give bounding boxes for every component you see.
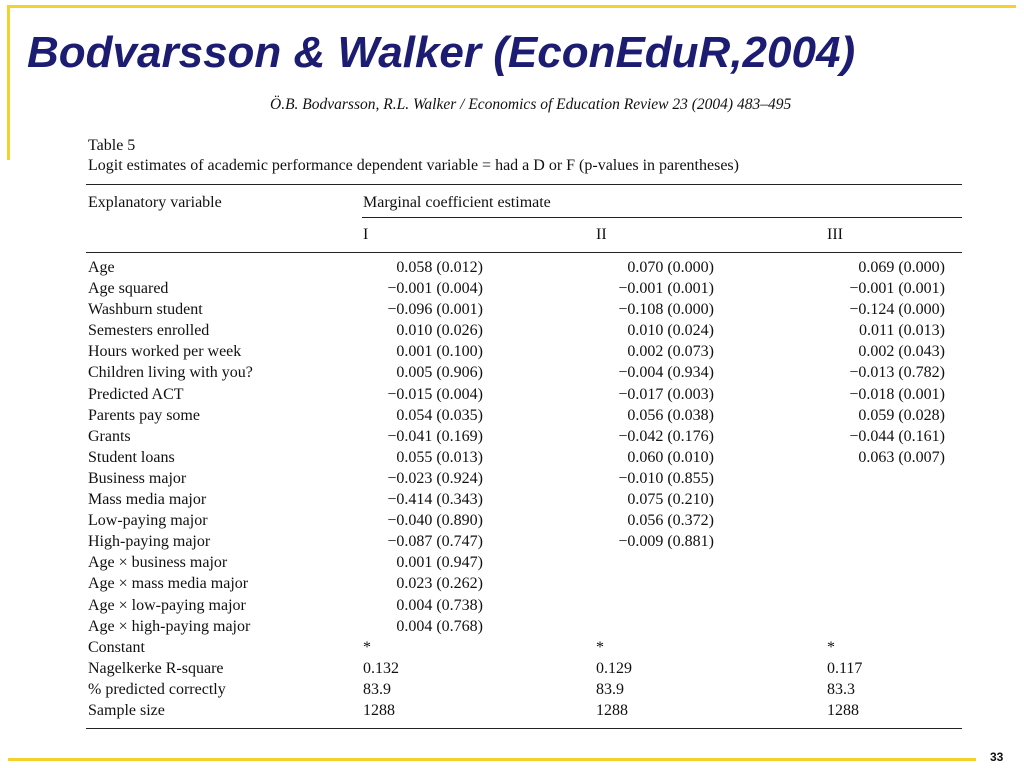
table-row [0, 659, 1024, 680]
row-estimate-col-2: 83.9 [596, 680, 624, 698]
row-estimate-col-2: 0.010 (0.024) [627, 322, 714, 340]
row-variable-label: Parents pay some [88, 406, 200, 424]
row-estimate-col-3: 0.069 (0.000) [858, 259, 945, 276]
frame-left-border [7, 5, 10, 160]
row-estimate-col-1: 0.005 (0.906) [396, 364, 483, 382]
row-estimate-col-2: 0.002 (0.073) [627, 343, 714, 361]
table-row [0, 363, 1024, 384]
row-estimate-col-3: −0.018 (0.001) [849, 385, 945, 403]
row-estimate-col-1: −0.041 (0.169) [387, 427, 483, 445]
row-variable-label: Semesters enrolled [88, 322, 210, 340]
row-estimate-col-3: −0.001 (0.001) [849, 280, 945, 298]
row-variable-label: Predicted ACT [88, 385, 184, 403]
row-estimate-col-1: 0.132 [363, 659, 399, 677]
row-estimate-col-2: 0.060 (0.010) [627, 448, 714, 466]
row-estimate-col-1: 0.010 (0.026) [396, 322, 483, 340]
row-variable-label: Age × low-paying major [88, 596, 246, 614]
row-estimate-col-1: * [363, 638, 371, 656]
row-estimate-col-1: −0.040 (0.890) [387, 512, 483, 530]
table-top-rule [86, 184, 962, 185]
slide-title: Bodvarsson & Walker (EconEduR,2004) [27, 28, 856, 77]
row-estimate-col-1: 0.001 (0.947) [396, 554, 483, 572]
row-variable-label: Nagelkerke R-square [88, 659, 224, 677]
row-estimate-col-2: * [596, 638, 604, 656]
table-row [0, 279, 1024, 300]
column-header-3: III [827, 226, 843, 243]
row-variable-label: Grants [88, 427, 131, 445]
row-estimate-col-2: −0.108 (0.000) [618, 301, 714, 319]
row-estimate-col-2: −0.001 (0.001) [618, 280, 714, 298]
row-variable-label: Low-paying major [88, 512, 208, 530]
header-marginal-coefficient: Marginal coefficient estimate [363, 194, 551, 211]
row-variable-label: Washburn student [88, 301, 203, 319]
row-variable-label: High-paying major [88, 533, 211, 551]
table-row [0, 342, 1024, 363]
row-variable-label: Children living with you? [88, 364, 253, 382]
table-row [0, 532, 1024, 553]
row-estimate-col-3: 0.059 (0.028) [858, 406, 945, 424]
row-variable-label: Age × business major [88, 554, 228, 572]
row-estimate-col-2: 0.056 (0.038) [627, 406, 714, 424]
table-row [0, 638, 1024, 659]
row-estimate-col-1: 0.054 (0.035) [396, 406, 483, 424]
row-estimate-col-3: 0.117 [827, 659, 863, 677]
row-estimate-col-2: 1288 [596, 701, 628, 719]
row-estimate-col-3: −0.044 (0.161) [849, 427, 945, 445]
row-estimate-col-2: 0.075 (0.210) [627, 491, 714, 509]
row-variable-label: % predicted correctly [88, 680, 226, 698]
row-estimate-col-2: −0.009 (0.881) [618, 533, 714, 551]
row-estimate-col-1: 0.058 (0.012) [396, 259, 483, 276]
row-variable-label: Age × high-paying major [88, 617, 251, 635]
table-row [0, 574, 1024, 595]
table-row [0, 469, 1024, 490]
row-estimate-col-1: 0.004 (0.738) [396, 596, 483, 614]
row-estimate-col-2: 0.056 (0.372) [627, 512, 714, 530]
table-caption: Logit estimates of academic performance dependent variable = had a D or F (p-values in parentheses) [88, 157, 739, 174]
row-estimate-col-2: −0.042 (0.176) [618, 427, 714, 445]
table-body [0, 258, 1024, 722]
table-row [0, 406, 1024, 427]
table-row [0, 490, 1024, 511]
table-label: Table 5 [88, 137, 136, 154]
row-variable-label: Business major [88, 469, 187, 487]
frame-bottom-border [8, 758, 976, 761]
row-estimate-col-3: 0.063 (0.007) [858, 448, 945, 466]
row-estimate-col-1: −0.023 (0.924) [387, 469, 483, 487]
row-estimate-col-1: 0.001 (0.100) [396, 343, 483, 361]
table-row [0, 680, 1024, 701]
row-estimate-col-2: 0.070 (0.000) [627, 259, 714, 276]
table-row [0, 258, 1024, 279]
row-estimate-col-1: 0.055 (0.013) [396, 448, 483, 466]
row-estimate-col-3: 83.3 [827, 680, 855, 698]
row-variable-label: Age [88, 259, 115, 276]
header-sub-rule [362, 217, 962, 218]
table-row [0, 427, 1024, 448]
row-estimate-col-2: 0.129 [596, 659, 632, 677]
row-variable-label: Hours worked per week [88, 343, 242, 361]
row-estimate-col-3: 0.002 (0.043) [858, 343, 945, 361]
row-variable-label: Age × mass media major [88, 575, 249, 593]
row-estimate-col-1: −0.015 (0.004) [387, 385, 483, 403]
table-row [0, 448, 1024, 469]
header-explanatory-variable: Explanatory variable [88, 194, 222, 211]
table-bottom-rule [86, 728, 962, 729]
row-variable-label: Age squared [88, 280, 169, 298]
table-row [0, 701, 1024, 722]
row-variable-label: Constant [88, 638, 145, 656]
column-header-1: I [363, 226, 369, 243]
frame-top-border [8, 5, 1016, 8]
row-estimate-col-1: 83.9 [363, 680, 391, 698]
row-estimate-col-2: −0.004 (0.934) [618, 364, 714, 382]
row-variable-label: Sample size [88, 701, 165, 719]
row-estimate-col-3: −0.124 (0.000) [849, 301, 945, 319]
row-estimate-col-1: −0.414 (0.343) [387, 491, 483, 509]
table-row [0, 321, 1024, 342]
row-estimate-col-1: 0.023 (0.262) [396, 575, 483, 593]
header-bottom-rule [86, 252, 962, 253]
table-row [0, 617, 1024, 638]
page-number: 33 [990, 750, 1004, 764]
column-header-2: II [596, 226, 607, 243]
table-row [0, 596, 1024, 617]
row-estimate-col-1: −0.096 (0.001) [387, 301, 483, 319]
table-row [0, 385, 1024, 406]
table-row [0, 553, 1024, 574]
row-estimate-col-3: 1288 [827, 701, 859, 719]
row-estimate-col-1: −0.001 (0.004) [387, 280, 483, 298]
table-row [0, 300, 1024, 321]
row-estimate-col-1: 1288 [363, 701, 395, 719]
journal-citation: Ö.B. Bodvarsson, R.L. Walker / Economics of Education Review 23 (2004) 483–495 [270, 96, 792, 113]
row-estimate-col-1: −0.087 (0.747) [387, 533, 483, 551]
row-variable-label: Student loans [88, 448, 175, 466]
row-variable-label: Mass media major [88, 491, 207, 509]
row-estimate-col-3: * [827, 638, 835, 656]
row-estimate-col-2: −0.017 (0.003) [618, 385, 714, 403]
table-row [0, 511, 1024, 532]
row-estimate-col-2: −0.010 (0.855) [618, 469, 714, 487]
row-estimate-col-1: 0.004 (0.768) [396, 617, 483, 635]
row-estimate-col-3: 0.011 (0.013) [858, 322, 945, 340]
row-estimate-col-3: −0.013 (0.782) [849, 364, 945, 382]
